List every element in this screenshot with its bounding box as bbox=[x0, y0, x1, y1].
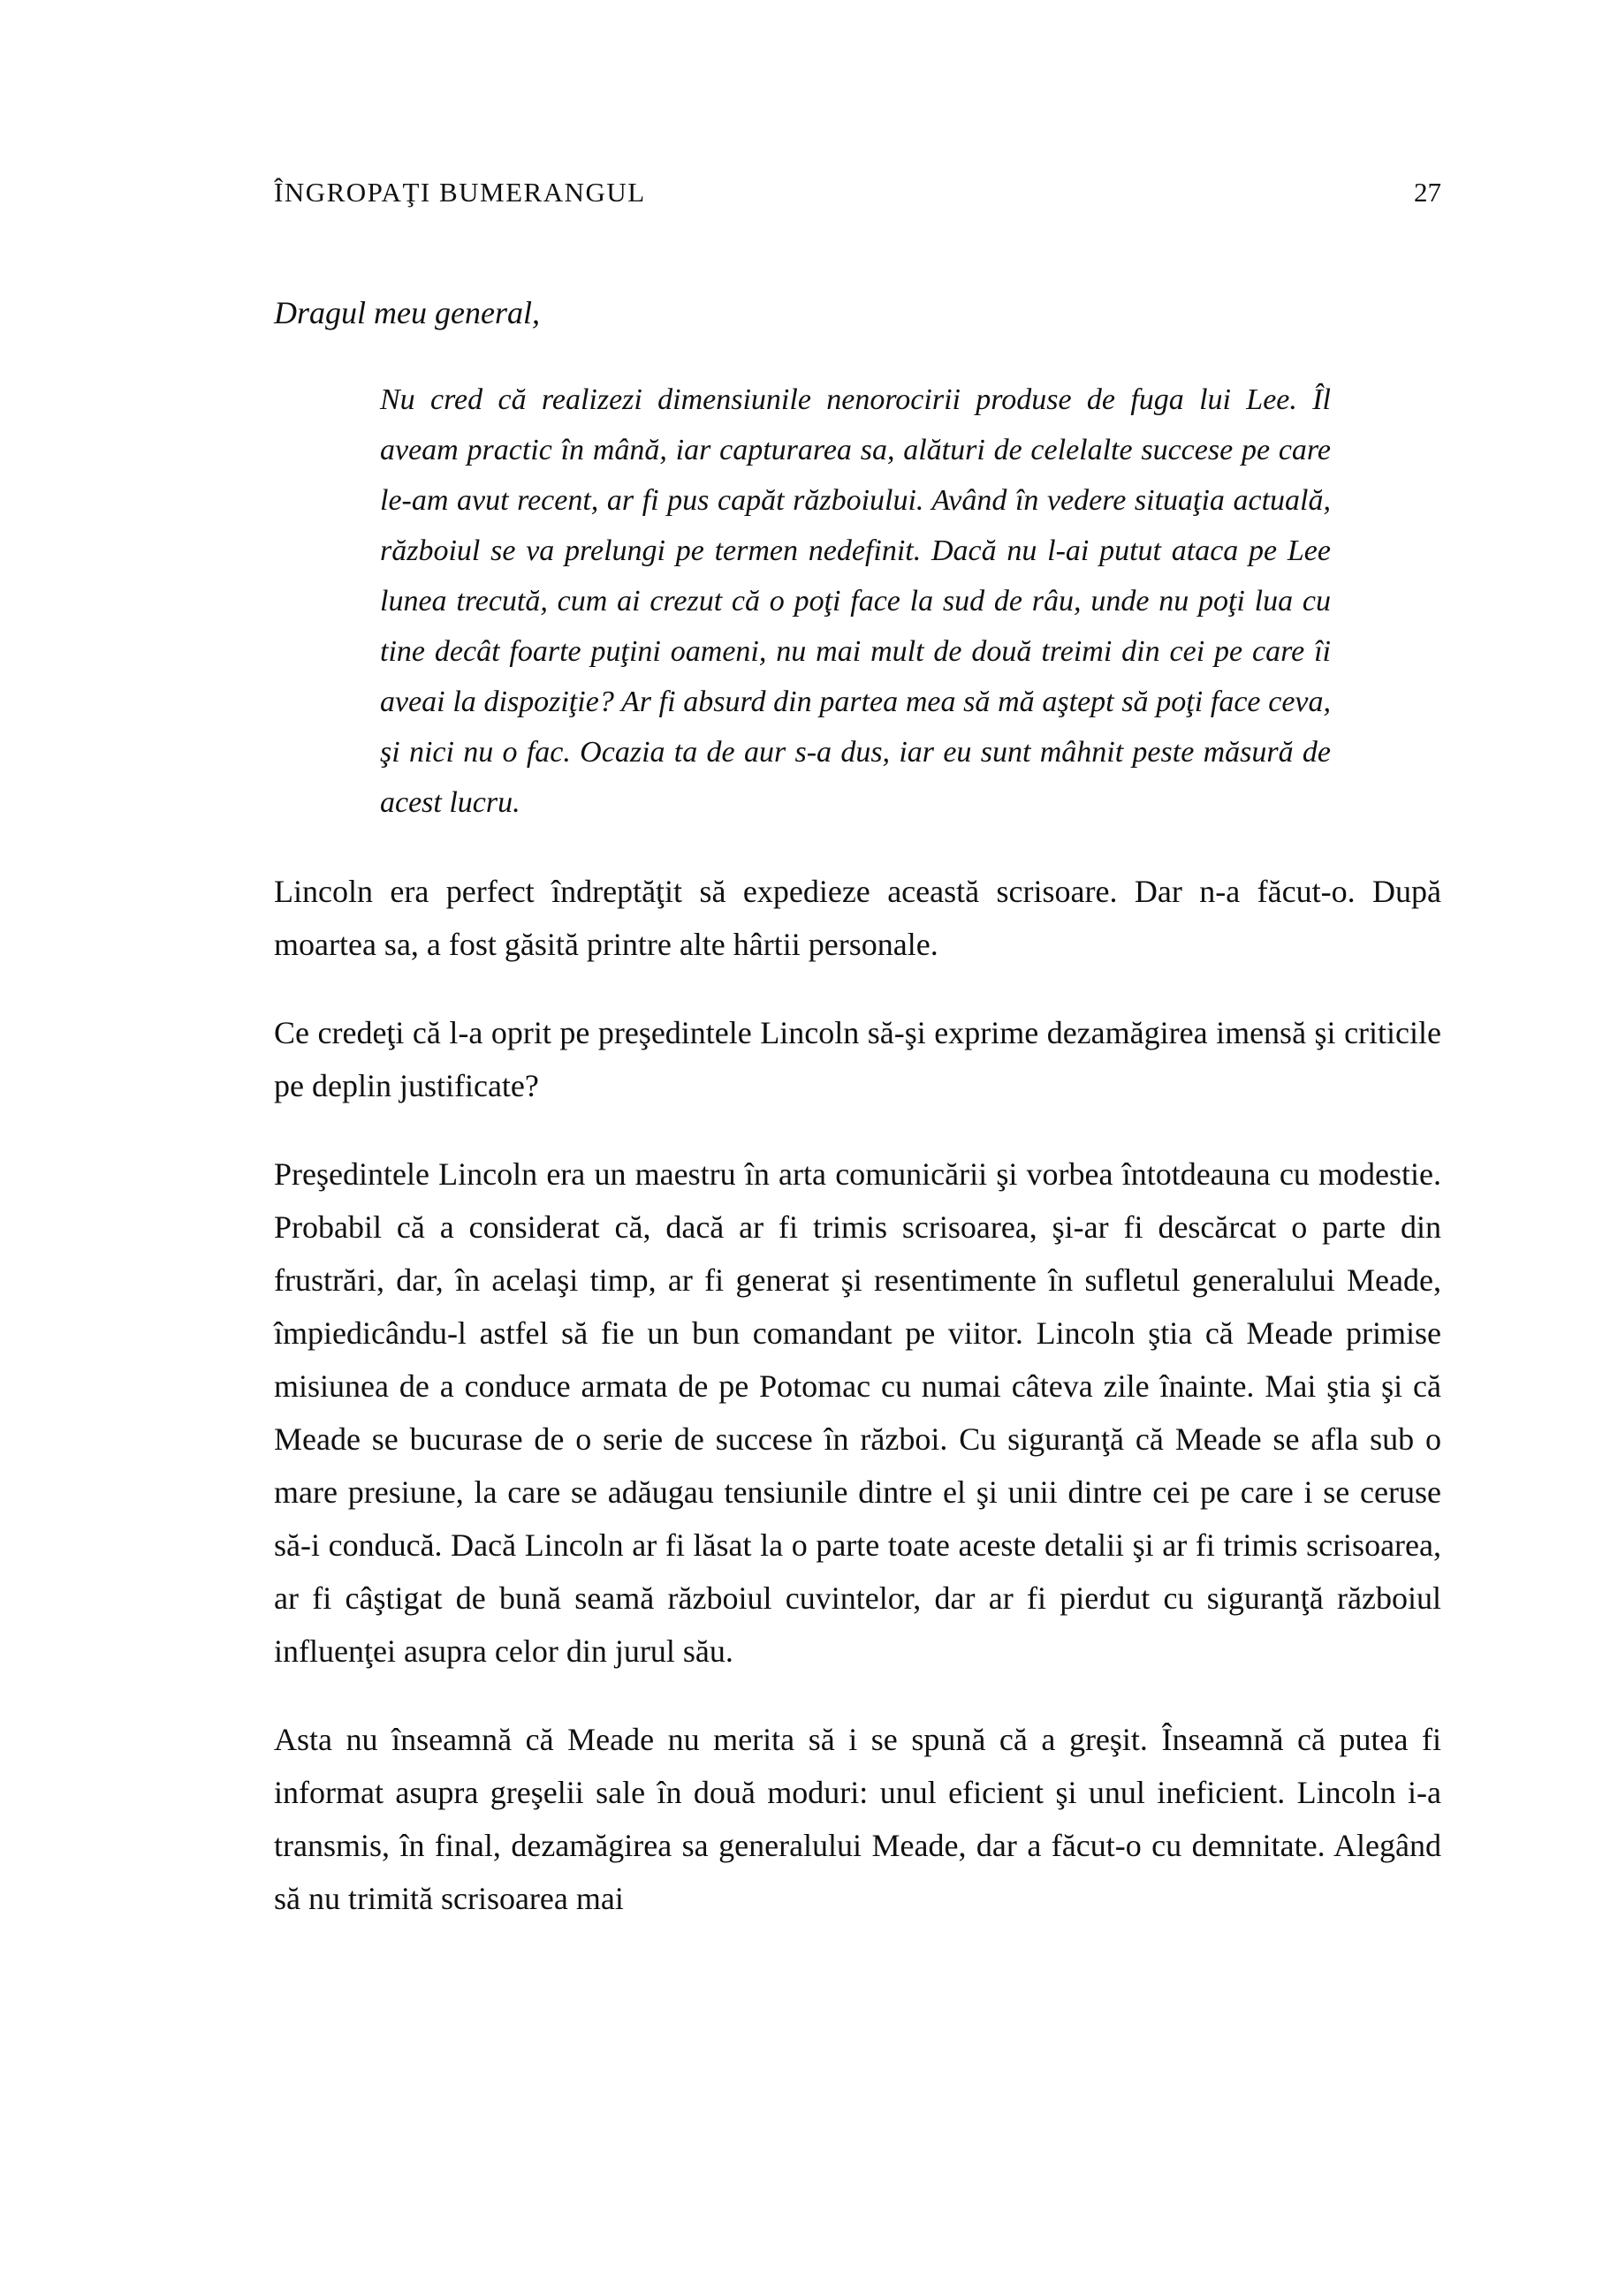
paragraph-3: Preşedintele Lincoln era un maestru în arta comunicării şi vorbea întotdeauna cu modestie. Probabil că a considerat că, dacă ar fi trimis scrisoarea, şi-ar fi descărcat o parte din frustrări, dar, în acelaşi timp, ar fi generat şi resentimente în sufletul generalului Meade, împiedicându-l astfel să fie un bun comandant pe viitor. Lincoln ştia că Meade primise misiunea de a conduce armata de pe Potomac cu numai câteva zile înainte. Mai ştia şi că Meade se bucurase de o serie de succese în război. Cu siguranţă că Meade se afla sub o mare presiune, la care se adăugau tensiunile dintre el şi unii dintre cei pe care i se ceruse să-i conducă. Dacă Lincoln ar fi lăsat la o parte toate aceste detalii şi ar fi trimis scrisoarea, ar fi câştigat de bună seamă războiul cuvintelor, dar ar fi pierdut cu siguranţă războiul influenţei asupra celor din jurul său. bbox=[274, 1156, 1441, 1669]
page-body bbox=[274, 286, 1441, 1925]
page-number: 27 bbox=[1414, 177, 1441, 208]
letter-salutation: Dragul meu general, bbox=[274, 295, 540, 330]
paragraph-2: Ce credeţi că l-a oprit pe preşedintele Lincoln să-şi exprime dezamăgirea imensă şi criticile pe deplin justificate? bbox=[274, 1015, 1441, 1103]
running-head-title: ÎNGROPAŢI BUMERANGUL bbox=[274, 177, 646, 208]
paragraph-1: Lincoln era perfect îndreptăţit să expedieze această scrisoare. Dar n-a făcut-o. După moartea sa, a fost găsită printre alte hârtii personale. bbox=[274, 874, 1441, 962]
running-head bbox=[274, 177, 1441, 208]
letter-quote: Nu cred că realizezi dimensiunile nenorocirii produse de fuga lui Lee. Îl aveam practic în mână, iar capturarea sa, alături de celelalte succese pe care le-am avut recent, ar fi pus capăt războiului. Având în vedere situaţia actuală, războiul se va prelungi pe termen nedefinit. Dacă nu l-ai putut ataca pe Lee lunea trecută, cum ai crezut că o poţi face la sud de râu, unde nu poţi lua cu tine decât foarte puţini oameni, nu mai mult de două treimi din cei pe care îi aveai la dispoziţie? Ar fi absurd din partea mea să mă aştept să poţi face ceva, şi nici nu o fac. Ocazia ta de aur s-a dus, iar eu sunt mâhnit peste măsură de acest lucru. bbox=[380, 383, 1331, 819]
paragraph-4: Asta nu înseamnă că Meade nu merita să i se spună că a greşit. Înseamnă că putea fi informat asupra greşelii sale în două moduri: unul eficient şi unul ineficient. Lincoln i-a transmis, în final, dezamăgirea sa generalului Meade, dar a făcut-o cu demnitate. Alegând să nu trimită scrisoarea mai bbox=[274, 1722, 1441, 1916]
